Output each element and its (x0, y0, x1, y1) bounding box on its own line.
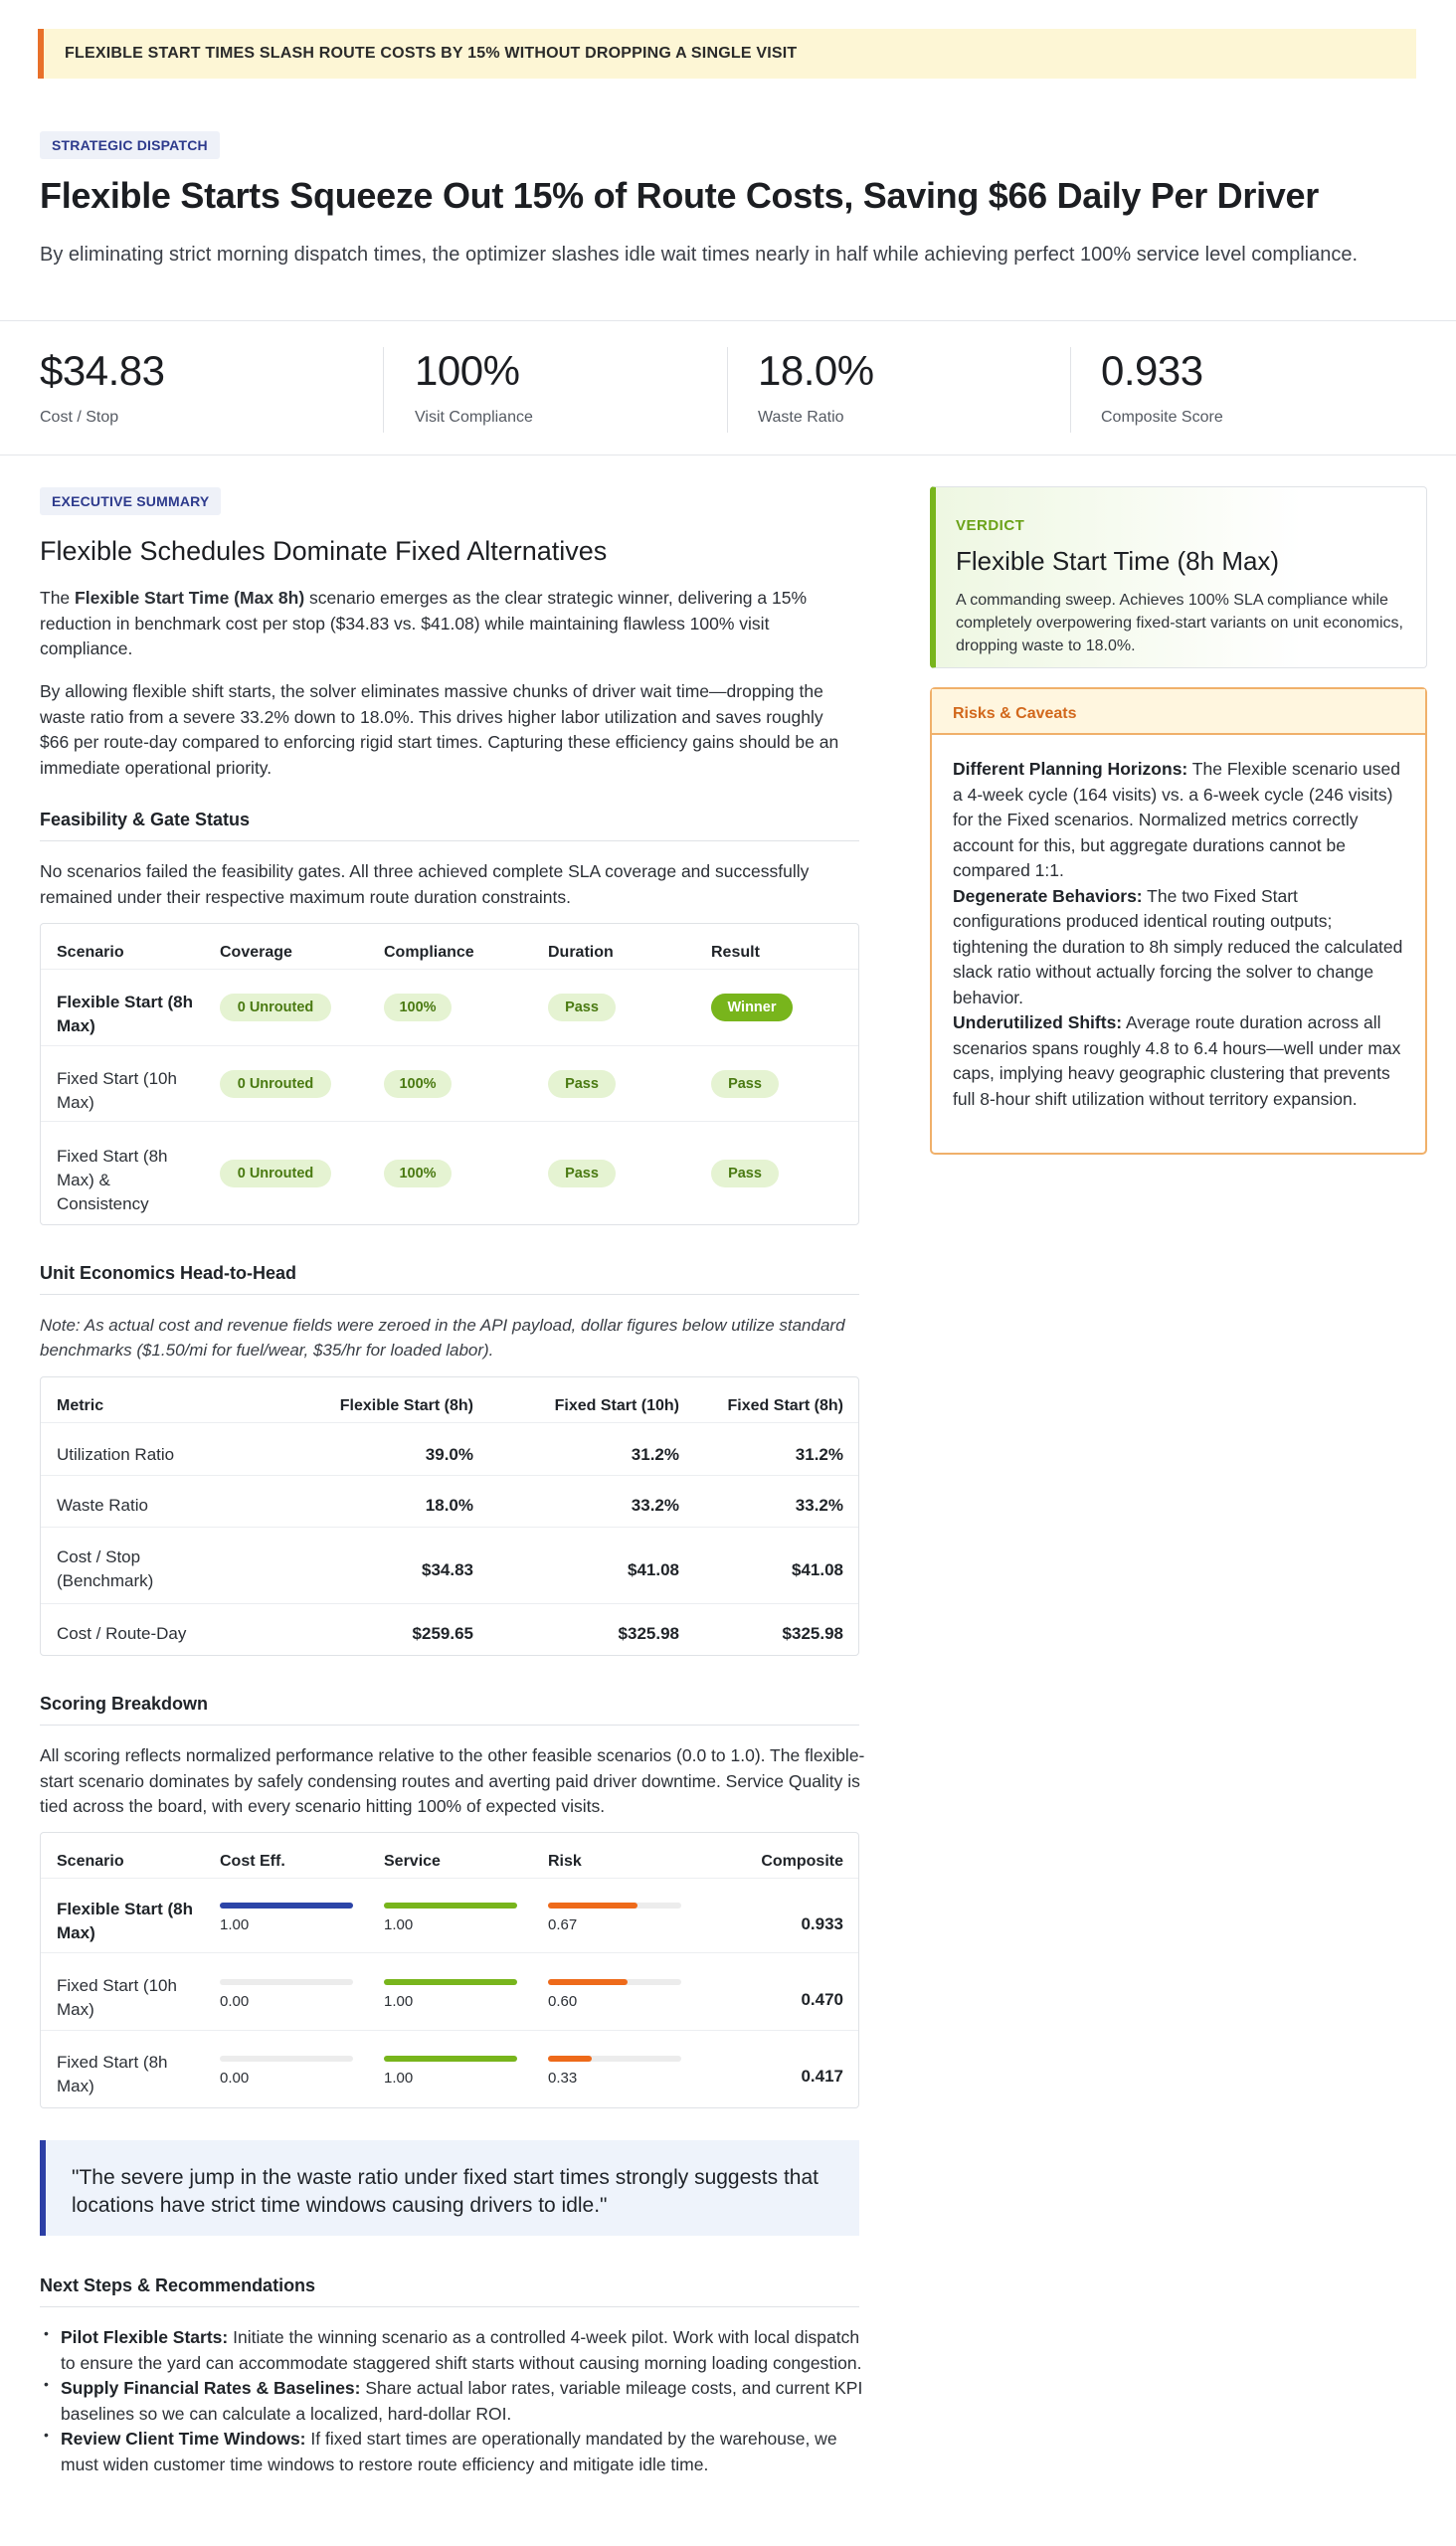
composite-score: 0.417 (801, 2067, 843, 2086)
metric-value: $259.65 (412, 1624, 473, 1643)
table-header: Scenario (57, 1853, 124, 1870)
kpi-label: Waste Ratio (758, 409, 844, 426)
banner-text: FLEXIBLE START TIMES SLASH ROUTE COSTS BY 15% WITHOUT DROPPING A SINGLE VISIT (65, 45, 798, 62)
risk-score-bar (548, 1979, 681, 1985)
list-item: • Pilot Flexible Starts: Initiate the winning scenario as a controlled 4-week pilot. Work with local dispatch to ensure the yard can accommodate staggered shift starts without causing morning loading congestion. (40, 2325, 865, 2376)
row-divider (41, 1878, 858, 1879)
verdict-body: A commanding sweep. Achieves 100% SLA compliance while completely overpowering fixed-start variants on unit economics, dropping waste to 18.0%. (956, 592, 1403, 654)
cost-score-bar (220, 1979, 353, 1985)
kpi-cost-per-stop (40, 347, 164, 433)
kpi-label: Composite Score (1101, 409, 1223, 426)
service-score-bar-fill (384, 2056, 517, 2062)
row-divider (41, 1527, 858, 1528)
cost-score-bar (220, 1903, 353, 1909)
risk-score-bar-fill (548, 2056, 592, 2062)
composite-score: 0.933 (801, 1914, 843, 1933)
summary-title: Flexible Schedules Dominate Fixed Alternatives (40, 536, 608, 566)
kpi-strip (0, 320, 1456, 455)
scoring-heading: Scoring Breakdown (40, 1694, 859, 1726)
next-steps-heading: Next Steps & Recommendations (40, 2275, 859, 2307)
list-item: • Review Client Time Windows: If fixed start times are operationally mandated by the warehouse, we must widen customer time windows to restore route efficiency and mitigate idle time. (40, 2427, 865, 2477)
economics-heading: Unit Economics Head-to-Head (40, 1263, 859, 1295)
table-header: Flexible Start (8h) (339, 1397, 473, 1414)
kpi-divider (383, 347, 384, 433)
economics-table (40, 1376, 859, 1656)
table-header: Fixed Start (8h) (727, 1397, 843, 1414)
kpi-value: 100% (415, 347, 520, 394)
cost-score-bar-fill (220, 1903, 353, 1909)
feasibility-table (40, 923, 859, 1225)
service-score-value: 1.00 (384, 1916, 414, 1933)
scenario-name: Fixed Start (8h Max) (57, 2053, 168, 2095)
table-header: Result (711, 944, 760, 961)
metric-value: 33.2% (631, 1496, 679, 1515)
kpi-visit-compliance (415, 347, 533, 433)
row-divider (41, 1603, 858, 1604)
service-score-bar (384, 1903, 517, 1909)
duration-badge: Pass (548, 994, 616, 1021)
page-title: Flexible Starts Squeeze Out 15% of Route Costs, Saving $66 Daily Per Driver (40, 175, 1319, 216)
row-divider (41, 969, 858, 970)
risk-score-bar (548, 2056, 681, 2062)
duration-badge: Pass (548, 1070, 616, 1098)
table-header: Cost Eff. (220, 1853, 285, 1870)
verdict-card (930, 486, 1427, 668)
kpi-divider (1070, 347, 1071, 433)
service-score-value: 1.00 (384, 1993, 414, 2010)
summary-paragraph-1: The Flexible Start Time (Max 8h) scenario emerges as the clear strategic winner, delivering a 15% reduction in benchmark cost per stop ($34.83 vs. $41.08) while maintaining flawless 100% visit compliance. (40, 588, 808, 658)
table-header: Scenario (57, 944, 124, 961)
economics-note: Note: As actual cost and revenue fields were zeroed in the API payload, dollar figures below utilize standard benchmarks ($1.50/mi for fuel/wear, $35/hr for loaded labor). (40, 1316, 845, 1360)
metric-value: $41.08 (792, 1560, 843, 1579)
service-score-bar-fill (384, 1903, 517, 1909)
risks-heading: Risks & Caveats (932, 689, 1425, 735)
row-divider (41, 1952, 858, 1953)
service-score-value: 1.00 (384, 2070, 414, 2087)
metric-value: $325.98 (618, 1624, 679, 1643)
cost-score-value: 1.00 (220, 1916, 250, 1933)
scenario-name: Fixed Start (10h Max) (57, 1976, 177, 2019)
metric-value: $41.08 (628, 1560, 679, 1579)
coverage-badge: 0 Unrouted (220, 1070, 331, 1098)
table-header: Coverage (220, 944, 292, 961)
risks-card (930, 687, 1427, 1155)
metric-value: 31.2% (795, 1445, 843, 1464)
compliance-badge: 100% (384, 1070, 452, 1098)
scenario-name: Flexible Start (8h Max) (57, 993, 193, 1035)
risk-score-value: 0.60 (548, 1993, 578, 2010)
risk-item: Degenerate Behaviors: The two Fixed Start configurations produced identical routing outputs; tightening the duration to 8h simply reduced the calculated slack ratio without actually forcing the solver to change behavior. (953, 885, 1403, 1007)
table-header: Risk (548, 1853, 582, 1870)
list-item: • Supply Financial Rates & Baselines: Share actual labor rates, variable mileage costs, and current KPI baselines so we can calculate a localized, hard-dollar ROI. (40, 2376, 865, 2427)
coverage-badge: 0 Unrouted (220, 994, 331, 1021)
cost-score-value: 0.00 (220, 1993, 250, 2010)
next-steps-list (40, 2325, 865, 2477)
result-badge: Pass (711, 1160, 779, 1187)
metric-name: Cost / Stop (Benchmark) (57, 1547, 154, 1590)
metric-name: Cost / Route-Day (57, 1624, 187, 1643)
row-divider (41, 1475, 858, 1476)
metric-name: Waste Ratio (57, 1496, 148, 1515)
metric-value: $34.83 (422, 1560, 473, 1579)
hero-tag: STRATEGIC DISPATCH (40, 131, 220, 159)
row-divider (41, 2030, 858, 2031)
pull-quote: "The severe jump in the waste ratio under fixed start times strongly suggests that locations have strict time windows causing drivers to idle." (40, 2140, 859, 2236)
winner-scenario-name: Flexible Start Time (Max 8h) (75, 588, 305, 608)
service-score-bar (384, 1979, 517, 1985)
metric-value: 31.2% (631, 1445, 679, 1464)
row-divider (41, 1422, 858, 1423)
metric-value: 18.0% (425, 1496, 473, 1515)
kpi-label: Visit Compliance (415, 409, 533, 426)
verdict-tag: VERDICT (956, 517, 1025, 534)
service-score-bar (384, 2056, 517, 2062)
composite-score: 0.470 (801, 1990, 843, 2009)
kpi-value: $34.83 (40, 347, 165, 394)
top-banner (38, 29, 1416, 79)
compliance-badge: 100% (384, 1160, 452, 1187)
scenario-name: Fixed Start (8h Max) & Consistency (57, 1147, 168, 1213)
table-header: Compliance (384, 944, 474, 961)
risk-item: Underutilized Shifts: Average route duration across all scenarios spans roughly 4.8 to 6.4 hours—well under max caps, implying heavy geographic clustering that prevents full 8-hour shift utilization without territory expansion. (953, 1012, 1401, 1109)
compliance-badge: 100% (384, 994, 452, 1021)
kpi-divider (727, 347, 728, 433)
metric-value: 33.2% (795, 1496, 843, 1515)
duration-badge: Pass (548, 1160, 616, 1187)
summary-paragraph-2: By allowing flexible shift starts, the solver eliminates massive chunks of driver wait time—dropping the waste ratio from a severe 33.2% down to 18.0%. This drives higher labor utilization and saves roughly $66 per route-day compared to enforcing rigid start times. Capturing these efficiency gains should be an immediate operational priority. (40, 681, 839, 778)
kpi-label: Cost / Stop (40, 409, 119, 426)
cost-score-bar (220, 2056, 353, 2062)
feasibility-text: No scenarios failed the feasibility gates. All three achieved complete SLA coverage and successfully remained under their respective maximum route duration constraints. (40, 861, 810, 907)
risk-score-bar (548, 1903, 681, 1909)
scenario-name: Fixed Start (10h Max) (57, 1069, 177, 1112)
table-header: Composite (761, 1853, 843, 1870)
table-header: Metric (57, 1397, 104, 1414)
page-subtitle: By eliminating strict morning dispatch times, the optimizer slashes idle wait times nearly in half while achieving perfect 100% service level compliance. (40, 244, 1359, 266)
row-divider (41, 1045, 858, 1046)
scenario-name: Flexible Start (8h Max) (57, 1900, 193, 1942)
service-score-bar-fill (384, 1979, 517, 1985)
risk-score-bar-fill (548, 1903, 637, 1909)
executive-summary-tag: EXECUTIVE SUMMARY (40, 487, 221, 515)
risk-score-value: 0.67 (548, 1916, 578, 1933)
result-badge: Pass (711, 1070, 779, 1098)
risk-item: Different Planning Horizons: The Flexible scenario used a 4-week cycle (164 visits) vs. a 6-week cycle (246 visits) for the Fixed scenarios. Normalized metrics correctly account for this, but aggregate durations cannot be compared 1:1. (953, 759, 1400, 880)
verdict-title: Flexible Start Time (8h Max) (956, 546, 1280, 576)
metric-name: Utilization Ratio (57, 1445, 175, 1464)
scoring-table (40, 1832, 859, 2108)
risks-body (932, 735, 1425, 1112)
scoring-text: All scoring reflects normalized performance relative to the other feasible scenarios (0.0 to 1.0). The flexible-start scenario dominates by safely condensing routes and averting paid driver downtime. Service Quality is tied across the board, with every scenario hitting 100% of expected visits. (40, 1745, 865, 1816)
table-header: Duration (548, 944, 614, 961)
kpi-waste-ratio (758, 347, 874, 433)
kpi-composite-score (1101, 347, 1223, 433)
row-divider (41, 1121, 858, 1122)
kpi-value: 0.933 (1101, 347, 1203, 394)
risk-score-bar-fill (548, 1979, 628, 1985)
table-header: Service (384, 1853, 441, 1870)
table-header: Fixed Start (10h) (554, 1397, 679, 1414)
metric-value: 39.0% (425, 1445, 473, 1464)
cost-score-value: 0.00 (220, 2070, 250, 2087)
feasibility-heading: Feasibility & Gate Status (40, 810, 859, 841)
coverage-badge: 0 Unrouted (220, 1160, 331, 1187)
winner-badge: Winner (711, 994, 793, 1021)
kpi-value: 18.0% (758, 347, 874, 394)
risk-score-value: 0.33 (548, 2070, 578, 2087)
metric-value: $325.98 (782, 1624, 843, 1643)
